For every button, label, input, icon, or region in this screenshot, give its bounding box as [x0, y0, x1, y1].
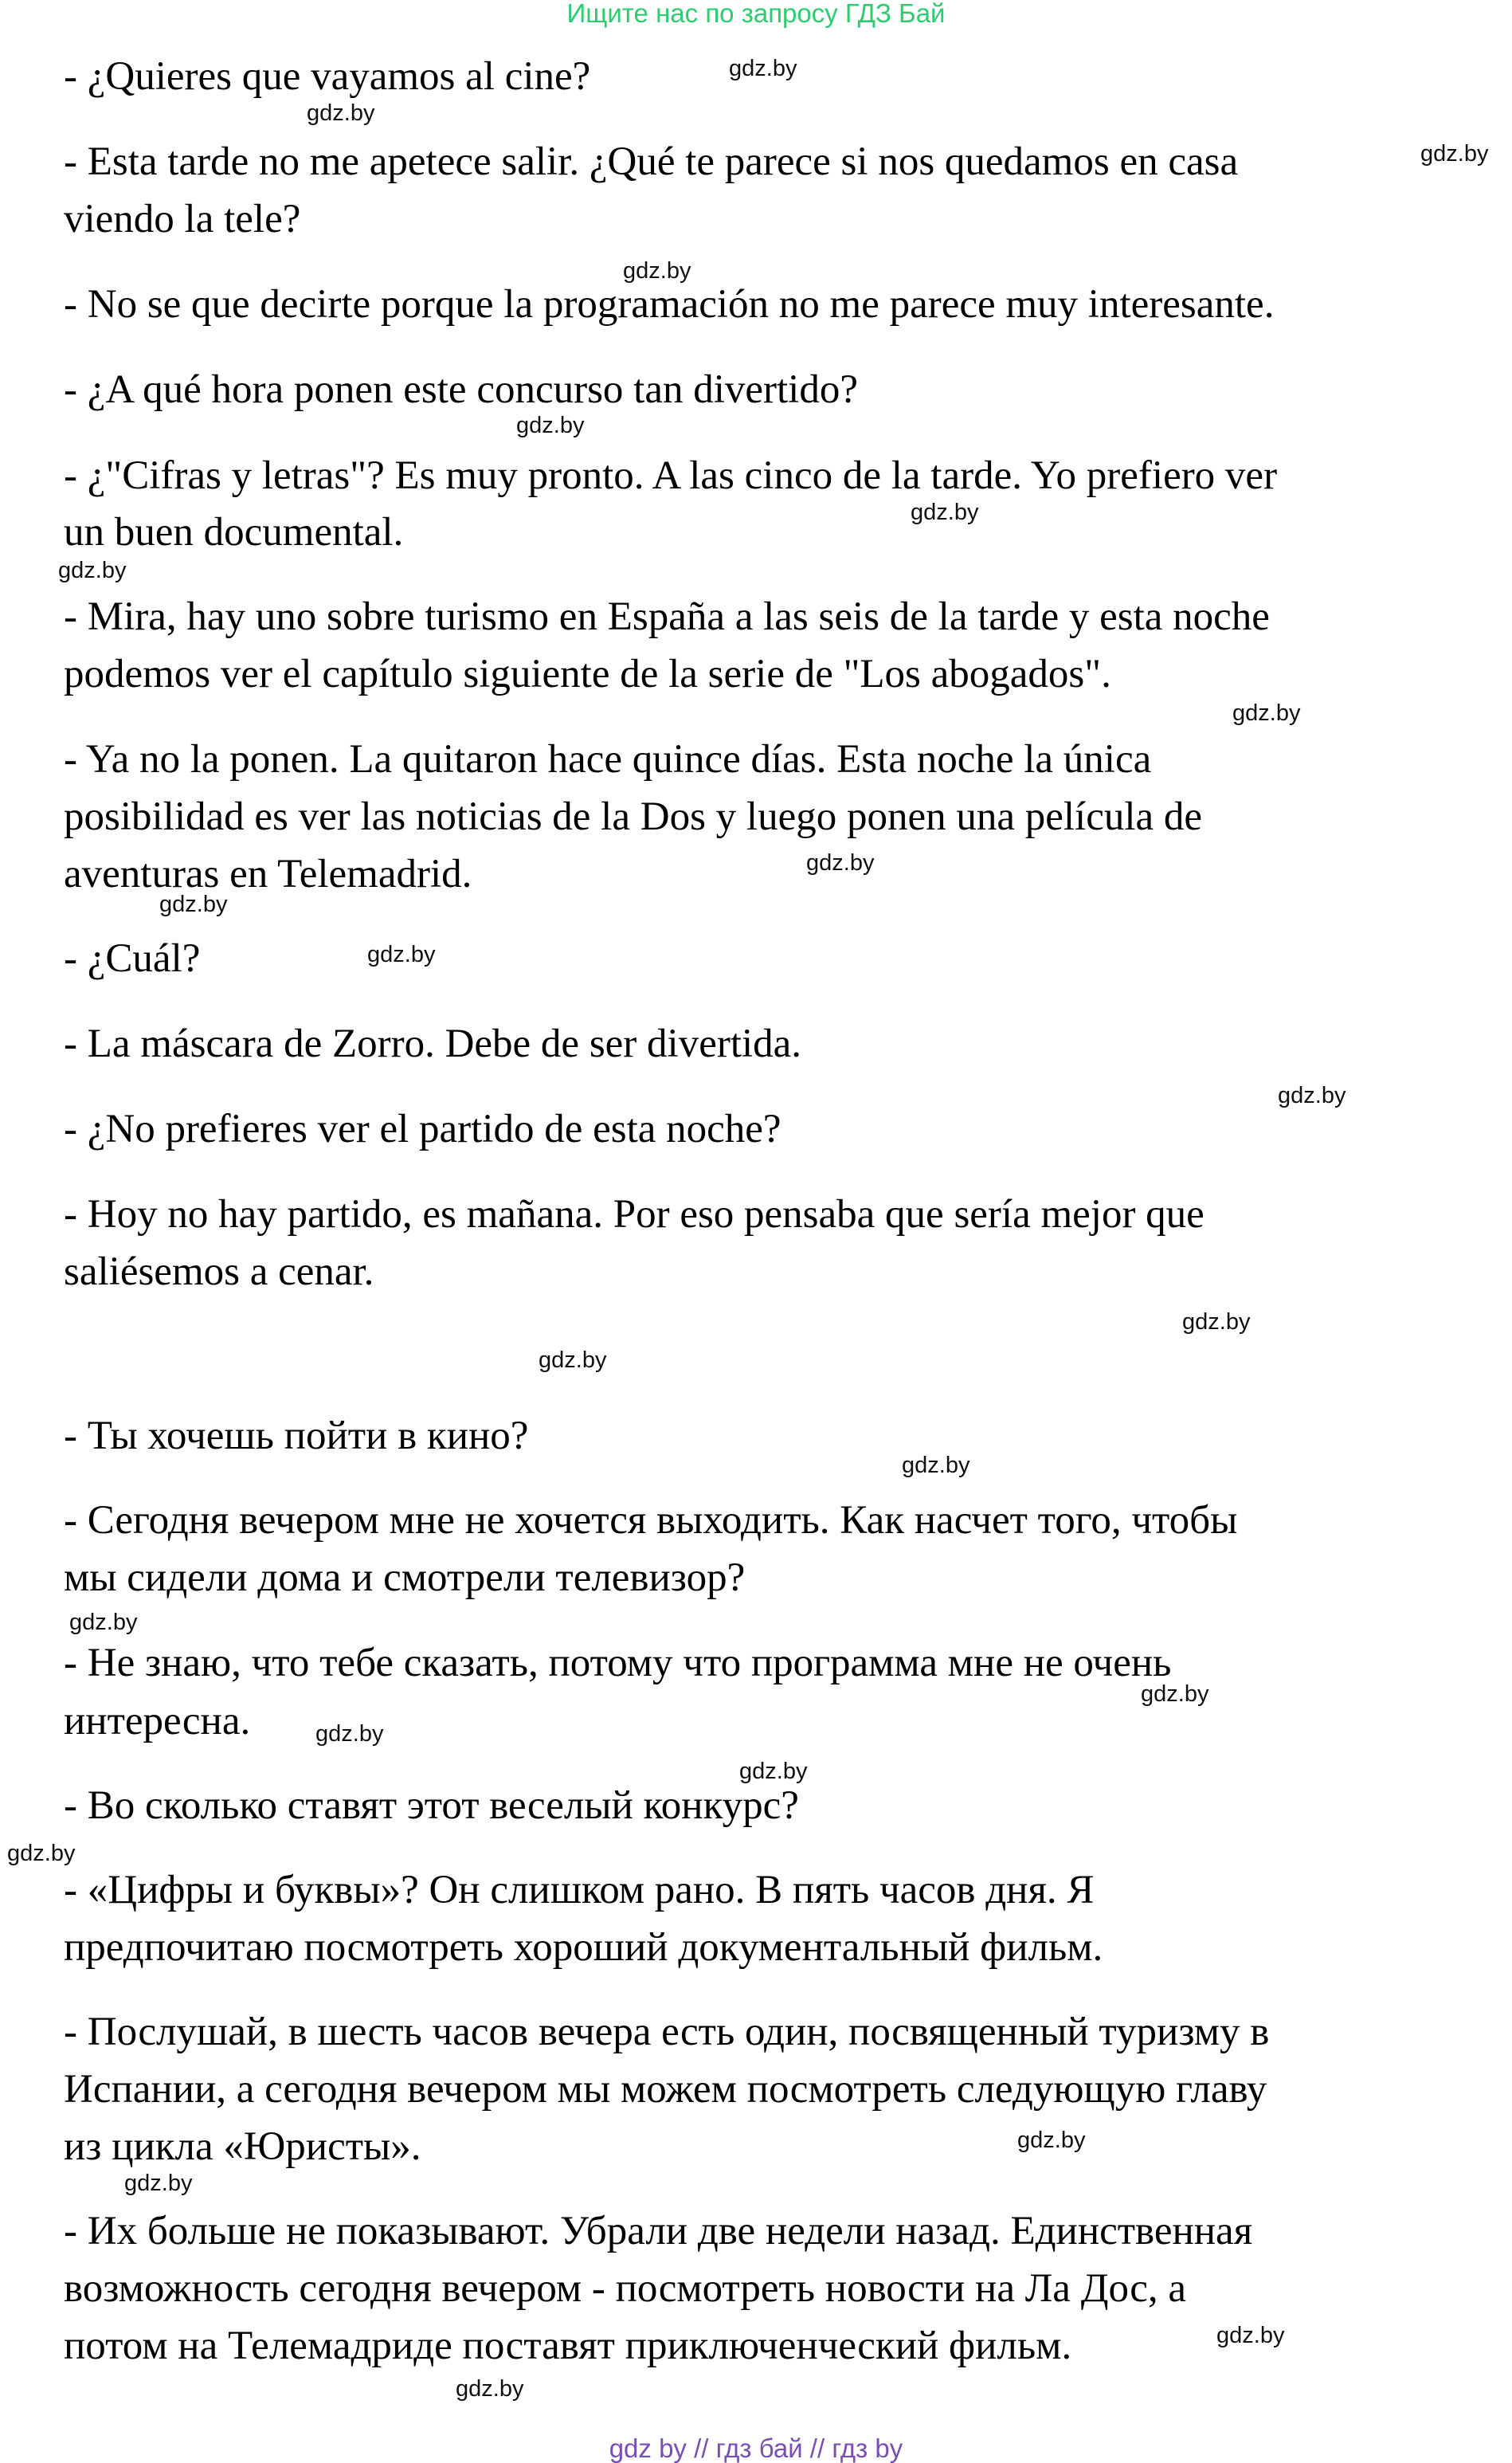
dialogue-line: - Сегодня вечером мне не хочется выходить. Как насчет того, чтобы	[64, 1498, 1238, 1543]
dialogue-line: Испании, а сегодня вечером мы можем посмотреть следующую главу	[64, 2067, 1267, 2112]
dialogue-line: - «Цифры и буквы»? Он слишком рано. В пять часов дня. Я	[64, 1868, 1095, 1912]
watermark: gdz.by	[1182, 1309, 1251, 1335]
dialogue-line: - ¿No prefieres ver el partido de esta noche?	[64, 1107, 781, 1151]
watermark: gdz.by	[902, 1453, 970, 1478]
dialogue-line: - ¿"Cifras y letras"? Es muy pronto. A las cinco de la tarde. Yo prefiero ver	[64, 453, 1278, 498]
watermark: gdz.by	[806, 850, 875, 876]
dialogue-line: предпочитаю посмотреть хороший документальный фильм.	[64, 1925, 1103, 1970]
watermark: gdz.by	[69, 1610, 138, 1635]
dialogue-line: viendo la tele?	[64, 197, 301, 241]
watermark: gdz.by	[307, 100, 375, 126]
dialogue-line: - Послушай, в шесть часов вечера есть один, посвященный туризму в	[64, 2010, 1270, 2054]
watermark: gdz.by	[367, 942, 436, 967]
dialogue-line: un buen documental.	[64, 510, 404, 555]
dialogue-line: posibilidad es ver las noticias de la Dos y luego ponen una película de	[64, 794, 1203, 839]
dialogue-line: из цикла «Юристы».	[64, 2124, 421, 2169]
dialogue-line: - Hoy no hay partido, es mañana. Por eso pensaba que sería mejor que	[64, 1192, 1205, 1237]
dialogue-line: podemos ver el capítulo siguiente de la serie de "Los abogados".	[64, 652, 1111, 696]
bottom-footer: gdz by // гдз бай // гдз by	[609, 2434, 903, 2463]
dialogue-line: - ¿Quieres que vayamos al cine?	[64, 54, 591, 99]
dialogue-line: интересна.	[64, 1699, 251, 1743]
dialogue-line: - Во сколько ставят этот веселый конкурс?	[64, 1783, 799, 1828]
watermark: gdz.by	[1017, 2128, 1086, 2153]
watermark: gdz.by	[1420, 141, 1489, 167]
dialogue-line: - ¿Cuál?	[64, 936, 201, 981]
watermark: gdz.by	[1216, 2323, 1285, 2348]
dialogue-line: - Ты хочешь пойти в кино?	[64, 1414, 529, 1458]
watermark: gdz.by	[58, 558, 127, 583]
watermark: gdz.by	[739, 1759, 808, 1784]
watermark: gdz.by	[456, 2376, 524, 2402]
dialogue-line: aventuras en Telemadrid.	[64, 852, 472, 896]
dialogue-line: saliésemos a cenar.	[64, 1249, 374, 1294]
dialogue-line: - Ya no la ponen. La quitaron hace quince días. Esta noche la única	[64, 737, 1152, 782]
dialogue-line: мы сидели дома и смотрели телевизор?	[64, 1555, 746, 1600]
dialogue-line: возможность сегодня вечером - посмотреть новости на Ла Дос, а	[64, 2266, 1187, 2311]
watermark: gdz.by	[1278, 1083, 1346, 1108]
watermark: gdz.by	[1141, 1681, 1209, 1707]
watermark: gdz.by	[315, 1721, 384, 1747]
watermark: gdz.by	[539, 1347, 607, 1373]
dialogue-line: - La máscara de Zorro. Debe de ser divertida.	[64, 1022, 802, 1066]
watermark: gdz.by	[124, 2171, 193, 2196]
watermark: gdz.by	[729, 56, 797, 81]
watermark: gdz.by	[1232, 700, 1301, 726]
watermark: gdz.by	[159, 892, 228, 917]
dialogue-line: - ¿A qué hora ponen este concurso tan divertido?	[64, 367, 858, 412]
dialogue-line: - No se que decirte porque la programación no me parece muy interesante.	[64, 282, 1275, 327]
dialogue-line: потом на Телемадриде поставят приключенческий фильм.	[64, 2324, 1072, 2368]
watermark: gdz.by	[516, 413, 585, 438]
watermark: gdz.by	[911, 500, 979, 525]
watermark: gdz.by	[623, 258, 691, 284]
dialogue-line: - Не знаю, что тебе сказать, потому что программа мне не очень	[64, 1641, 1172, 1685]
watermark: gdz.by	[7, 1841, 76, 1866]
dialogue-line: - Их больше не показывают. Убрали две недели назад. Единственная	[64, 2209, 1253, 2253]
top-banner: Ищите нас по запросу ГДЗ Бай	[566, 0, 946, 28]
dialogue-line: - Mira, hay uno sobre turismo en España a las seis de la tarde y esta noche	[64, 594, 1270, 639]
dialogue-line: - Esta tarde no me apetece salir. ¿Qué te parece si nos quedamos en casa	[64, 139, 1239, 184]
